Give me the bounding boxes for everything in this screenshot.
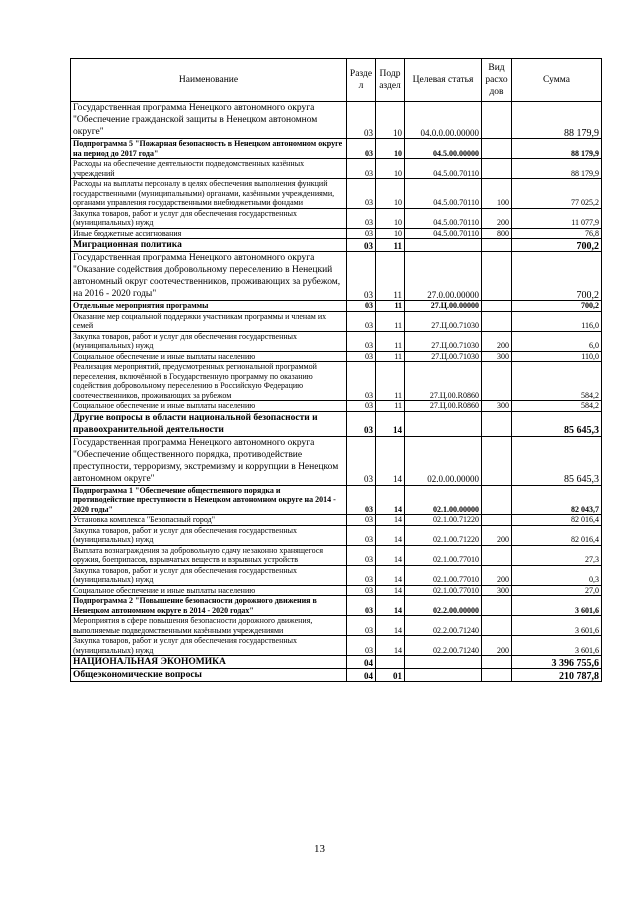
cell-expense-type: 200 [482,208,512,228]
cell-amount: 110,0 [512,351,602,362]
table-row [71,102,602,139]
cell-name: Установка комплекса "Безопасный город" [71,515,347,526]
cell-subsection: 14 [376,585,405,596]
cell-section: 03 [347,179,376,209]
cell-section: 03 [347,102,376,139]
cell-subsection: 11 [376,239,405,252]
cell-section: 03 [347,545,376,565]
cell-target: 02.0.00.00000 [405,436,482,485]
cell-subsection: 14 [376,525,405,545]
cell-target: 27.Ц.00.71030 [405,351,482,362]
cell-name: Реализация мероприятий, предусмотренных региональной программой переселения, включённой в Государственную программу по оказанию содействия добровольному переселению в Российскую Федерацию соотечественников, проживающих за рубежом [71,362,347,401]
table-row [71,656,602,669]
cell-amount: 85 645,3 [512,411,602,436]
cell-subsection: 11 [376,401,405,412]
table-header-row [71,59,602,102]
cell-expense-type [482,485,512,515]
cell-name: Социальное обеспечение и иные выплаты населению [71,401,347,412]
cell-name: Оказание мер социальной поддержки участникам программы и членам их семей [71,311,347,331]
cell-target: 02.2.00.00000 [405,596,482,616]
page-number: 13 [314,843,325,855]
cell-name: Выплата вознаграждения за добровольную сдачу незаконно хранящегося оружия, боеприпасов, взрывчатых веществ и взрывных устройств [71,545,347,565]
cell-subsection: 11 [376,351,405,362]
cell-subsection: 14 [376,515,405,526]
cell-amount: 88 179,9 [512,102,602,139]
cell-amount: 76,8 [512,228,602,239]
cell-name: Закупка товаров, работ и услуг для обеспечения государственных (муниципальных) нужд [71,565,347,585]
cell-expense-type [482,669,512,682]
header-amount: Сумма [512,59,602,102]
cell-target: 04.5.00.70110 [405,159,482,179]
table-row [71,301,602,312]
cell-expense-type: 100 [482,179,512,209]
cell-subsection: 10 [376,159,405,179]
cell-target: 02.1.00.77010 [405,585,482,596]
cell-subsection: 10 [376,179,405,209]
cell-name: Подпрограмма 1 "Обеспечение общественного порядка и противодействие преступности в Ненецком автономном округе на 2014 - 2020 годы" [71,485,347,515]
cell-amount: 584,2 [512,362,602,401]
cell-name: Социальное обеспечение и иные выплаты населению [71,351,347,362]
cell-amount: 88 179,9 [512,139,602,159]
cell-section: 03 [347,252,376,301]
cell-name: Подпрограмма 2 "Повышение безопасности дорожного движения в Ненецком автономном округе в 2014 - 2020 годах" [71,596,347,616]
table-row [71,565,602,585]
cell-section: 03 [347,485,376,515]
cell-expense-type [482,596,512,616]
cell-subsection: 11 [376,301,405,312]
cell-expense-type [482,515,512,526]
cell-section: 04 [347,656,376,669]
table-row [71,208,602,228]
cell-name: Миграционная политика [71,239,347,252]
cell-expense-type [482,102,512,139]
cell-expense-type: 300 [482,401,512,412]
cell-expense-type [482,545,512,565]
table-row [71,596,602,616]
cell-target: 02.1.00.77010 [405,545,482,565]
cell-subsection: 14 [376,545,405,565]
cell-section: 04 [347,669,376,682]
cell-amount: 82 016,4 [512,515,602,526]
cell-section: 03 [347,239,376,252]
cell-amount: 700,2 [512,301,602,312]
table-row [71,362,602,401]
table-row [71,252,602,301]
cell-section: 03 [347,565,376,585]
cell-name: Социальное обеспечение и иные выплаты населению [71,585,347,596]
cell-expense-type [482,311,512,331]
cell-section: 03 [347,228,376,239]
header-target: Целевая статья [405,59,482,102]
cell-target: 27.Ц.00.71030 [405,311,482,331]
cell-section: 03 [347,301,376,312]
cell-subsection: 10 [376,208,405,228]
cell-name: Расходы на выплаты персоналу в целях обеспечения выполнения функций государственными (муниципальными) органами, казёнными учреждениями, органами управления государственными внебюджетными фондами [71,179,347,209]
table-row [71,669,602,682]
cell-section: 03 [347,525,376,545]
cell-expense-type [482,301,512,312]
cell-name: Другие вопросы в области национальной безопасности и правоохранительной деятельности [71,411,347,436]
cell-target: 27.Ц.00.00000 [405,301,482,312]
table-row [71,331,602,351]
cell-subsection: 14 [376,565,405,585]
cell-subsection: 10 [376,228,405,239]
cell-section: 03 [347,351,376,362]
cell-subsection: 11 [376,362,405,401]
cell-expense-type: 200 [482,565,512,585]
cell-name: Закупка товаров, работ и услуг для обеспечения государственных (муниципальных) нужд [71,331,347,351]
cell-target: 27.Ц.00.71030 [405,331,482,351]
cell-target: 27.Ц.00.R0860 [405,362,482,401]
cell-target: 02.1.00.00000 [405,485,482,515]
cell-target [405,239,482,252]
cell-section: 03 [347,401,376,412]
cell-target: 04.5.00.70110 [405,228,482,239]
cell-section: 03 [347,159,376,179]
cell-target: 27.0.00.00000 [405,252,482,301]
cell-name: НАЦИОНАЛЬНАЯ ЭКОНОМИКА [71,656,347,669]
cell-subsection: 14 [376,596,405,616]
cell-section: 03 [347,411,376,436]
cell-section: 03 [347,362,376,401]
cell-subsection: 14 [376,436,405,485]
cell-target: 02.1.00.77010 [405,565,482,585]
cell-target: 27.Ц.00.R0860 [405,401,482,412]
cell-amount: 0,3 [512,565,602,585]
cell-expense-type [482,252,512,301]
cell-amount: 116,0 [512,311,602,331]
cell-name: Иные бюджетные ассигнования [71,228,347,239]
cell-target: 04.5.00.70110 [405,179,482,209]
header-subsection: Подр аздел [376,59,405,102]
cell-section: 03 [347,139,376,159]
budget-table [70,58,602,682]
header-expense-type: Вид расхо дов [482,59,512,102]
cell-section: 03 [347,636,376,656]
cell-name: Мероприятия в сфере повышения безопасности дорожного движения, выполняемые подведомственными казёнными учреждениями [71,616,347,636]
cell-name: Расходы на обеспечение деятельности подведомственных казённых учреждений [71,159,347,179]
cell-expense-type: 200 [482,636,512,656]
cell-amount: 82 043,7 [512,485,602,515]
cell-target: 04.5.00.00000 [405,139,482,159]
cell-amount: 82 016,4 [512,525,602,545]
cell-expense-type: 300 [482,351,512,362]
cell-subsection: 11 [376,311,405,331]
table-row [71,139,602,159]
cell-subsection: 14 [376,411,405,436]
table-row [71,351,602,362]
table-row [71,485,602,515]
table-row [71,636,602,656]
cell-amount: 77 025,2 [512,179,602,209]
cell-amount: 27,3 [512,545,602,565]
table-row [71,525,602,545]
header-name: Наименование [71,59,347,102]
cell-expense-type [482,436,512,485]
cell-target: 02.2.00.71240 [405,616,482,636]
cell-amount: 584,2 [512,401,602,412]
table-row [71,515,602,526]
cell-amount: 3 601,6 [512,616,602,636]
table-row [71,311,602,331]
cell-target: 04.0.0.00.00000 [405,102,482,139]
table-row [71,436,602,485]
table-row [71,159,602,179]
cell-name: Государственная программа Ненецкого автономного округа "Обеспечение гражданской защиты в Ненецком автономном округе" [71,102,347,139]
cell-expense-type [482,616,512,636]
cell-section: 03 [347,436,376,485]
cell-expense-type [482,362,512,401]
cell-expense-type [482,159,512,179]
cell-name: Отдельные мероприятия программы [71,301,347,312]
cell-target: 02.2.00.71240 [405,636,482,656]
table-row [71,239,602,252]
cell-section: 03 [347,331,376,351]
cell-expense-type [482,656,512,669]
cell-expense-type: 200 [482,331,512,351]
cell-section: 03 [347,208,376,228]
cell-expense-type [482,239,512,252]
cell-expense-type: 800 [482,228,512,239]
cell-expense-type [482,411,512,436]
cell-subsection: 10 [376,102,405,139]
cell-subsection: 11 [376,252,405,301]
cell-amount: 3 601,6 [512,636,602,656]
table-row [71,411,602,436]
cell-amount: 6,0 [512,331,602,351]
cell-expense-type: 300 [482,585,512,596]
header-section: Разде л [347,59,376,102]
cell-target: 02.1.00.71220 [405,525,482,545]
cell-subsection: 11 [376,331,405,351]
cell-expense-type: 200 [482,525,512,545]
cell-target [405,656,482,669]
cell-subsection [376,656,405,669]
cell-amount: 88 179,9 [512,159,602,179]
cell-name: Государственная программа Ненецкого автономного округа "Оказание содействия добровольному переселению в Ненецкий автономный округ соотечественников, проживающих за рубежом, на 2016 - 2020 годы" [71,252,347,301]
cell-target: 02.1.00.71220 [405,515,482,526]
cell-subsection: 10 [376,139,405,159]
cell-amount: 3 396 755,6 [512,656,602,669]
cell-name: Закупка товаров, работ и услуг для обеспечения государственных (муниципальных) нужд [71,208,347,228]
cell-section: 03 [347,585,376,596]
cell-section: 03 [347,311,376,331]
cell-subsection: 14 [376,616,405,636]
cell-name: Государственная программа Ненецкого автономного округа "Обеспечение общественного порядка, противодействие преступности, терроризму, экстремизму и коррупции в Ненецком автономном округе" [71,436,347,485]
table-row [71,545,602,565]
cell-target [405,669,482,682]
cell-amount: 3 601,6 [512,596,602,616]
cell-subsection: 14 [376,485,405,515]
table-row [71,228,602,239]
cell-target [405,411,482,436]
cell-amount: 27,0 [512,585,602,596]
table-row [71,179,602,209]
cell-amount: 700,2 [512,252,602,301]
cell-section: 03 [347,515,376,526]
cell-name: Подпрограмма 5 "Пожарная безопасность в Ненецком автономном округе на период до 2017 года" [71,139,347,159]
cell-amount: 700,2 [512,239,602,252]
table-row [71,401,602,412]
cell-amount: 85 645,3 [512,436,602,485]
cell-section: 03 [347,616,376,636]
cell-name: Общеэкономические вопросы [71,669,347,682]
cell-name: Закупка товаров, работ и услуг для обеспечения государственных (муниципальных) нужд [71,636,347,656]
cell-amount: 11 077,9 [512,208,602,228]
cell-target: 04.5.00.70110 [405,208,482,228]
table-row [71,585,602,596]
cell-expense-type [482,139,512,159]
table-body [71,102,602,682]
cell-subsection: 01 [376,669,405,682]
cell-section: 03 [347,596,376,616]
cell-subsection: 14 [376,636,405,656]
cell-amount: 210 787,8 [512,669,602,682]
table-row [71,616,602,636]
cell-name: Закупка товаров, работ и услуг для обеспечения государственных (муниципальных) нужд [71,525,347,545]
